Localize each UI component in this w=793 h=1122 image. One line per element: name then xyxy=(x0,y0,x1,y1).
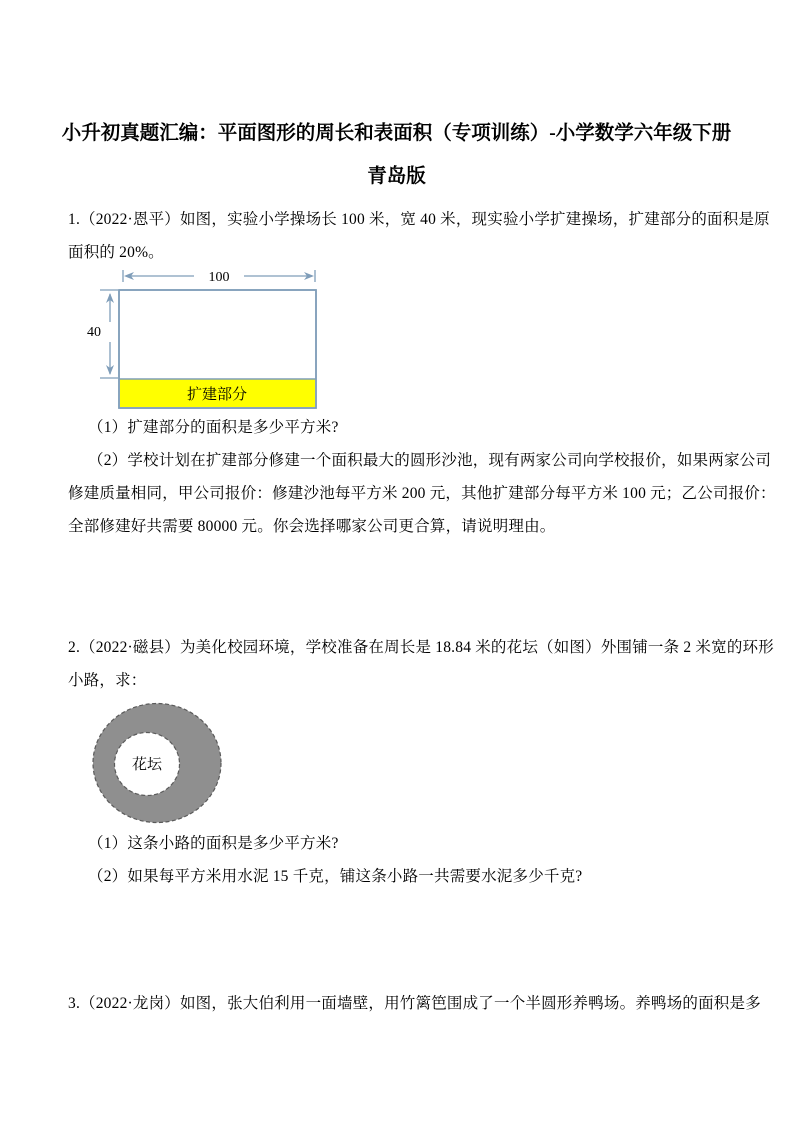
page-title-line2: 青岛版 xyxy=(367,166,426,187)
q1-sub2-line2: 修建质量相同，甲公司报价：修建沙池每平方米 200 元，其他扩建部分每平方米 100 元；乙公司报价： xyxy=(68,485,776,502)
flowerbed-label: 花坛 xyxy=(131,757,163,773)
expansion-strip-label: 扩建部分 xyxy=(186,387,248,403)
height-dimension-label: 40 xyxy=(87,325,101,340)
height-dimension-line xyxy=(100,290,118,378)
q2-text-line1: 2.（2022·磁县）为美化校园环境，学校准备在周长是 18.84 米的花坛（如图）外围铺一条 2 米宽的环形 xyxy=(68,639,774,656)
q2-sub2: （2）如果每平方米用水泥 15 千克，铺这条小路一共需要水泥多少千克? xyxy=(88,868,583,885)
q3-text-line1: 3.（2022·龙岗）如图，张大伯利用一面墙壁，用竹篱笆围成了一个半圆形养鸭场。养鸭场的面积是多 xyxy=(68,995,761,1012)
q2-text-line2: 小路，求： xyxy=(68,672,147,689)
q1-rectangle-diagram xyxy=(86,262,328,414)
q1-sub2-line3: 全部修建好共需要 80000 元。你会选择哪家公司更合算，请说明理由。 xyxy=(68,518,556,535)
q1-sub2-line1: （2）学校计划在扩建部分修建一个面积最大的圆形沙池，现有两家公司向学校报价，如果两家公司 xyxy=(88,452,772,469)
width-dimension-label: 100 xyxy=(208,270,230,285)
q2-ring-diagram xyxy=(85,697,235,829)
q2-sub1: （1）这条小路的面积是多少平方米? xyxy=(88,835,339,852)
q1-text-line2: 面积的 20%。 xyxy=(68,244,164,261)
q1-text-line1: 1.（2022·恩平）如图，实验小学操场长 100 米，宽 40 米，现实验小学扩建操场，扩建部分的面积是原 xyxy=(68,211,770,228)
page-title-line1: 小升初真题汇编：平面图形的周长和表面积（专项训练）-小学数学六年级下册 xyxy=(61,123,732,144)
q1-sub1: （1）扩建部分的面积是多少平方米? xyxy=(88,419,339,436)
